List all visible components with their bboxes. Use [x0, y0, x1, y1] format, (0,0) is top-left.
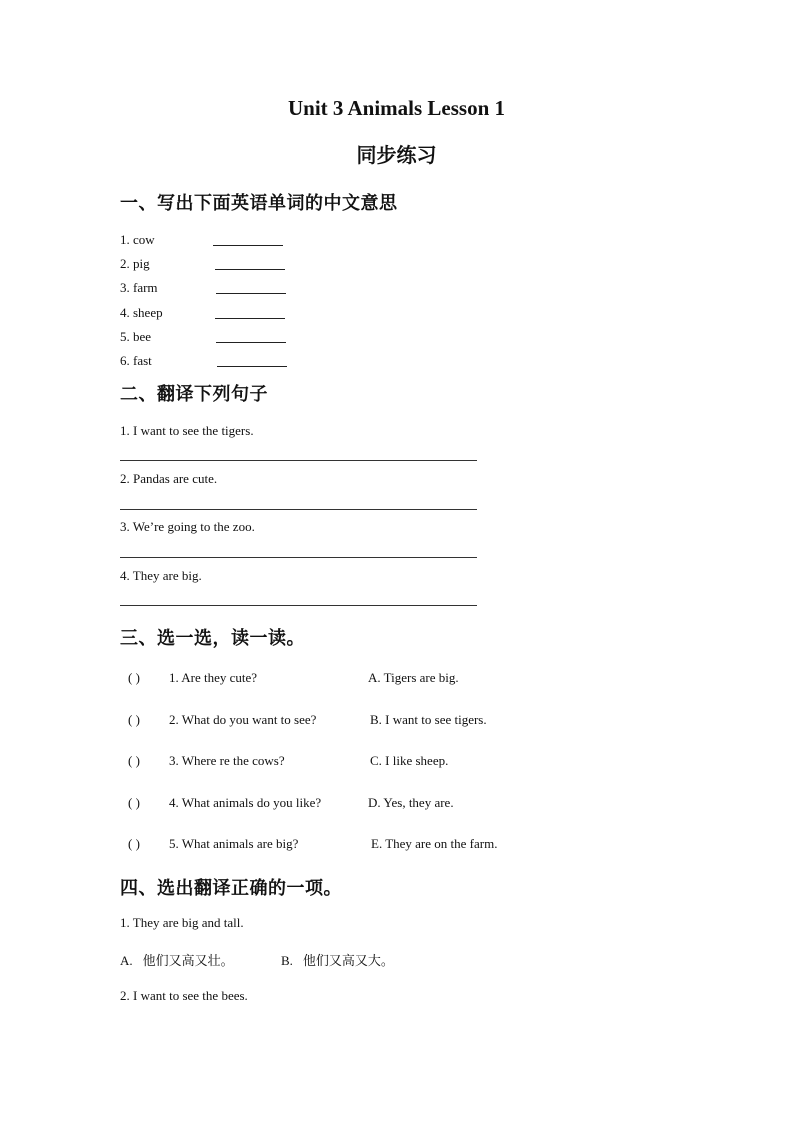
option-b-letter: B.: [281, 953, 293, 968]
match-answer: E. They are on the farm.: [371, 836, 498, 851]
choice-question: 2. I want to see the bees.: [120, 988, 248, 1003]
match-answer: B. I want to see tigers.: [370, 712, 487, 727]
vocab-item-label: 2. pig: [120, 256, 150, 271]
translate-sentence: 4. They are big.: [120, 568, 202, 583]
answer-paren[interactable]: ( ): [128, 753, 140, 768]
document-title: Unit 3 Animals Lesson 1: [287, 96, 506, 120]
vocab-item-label: 6. fast: [120, 353, 152, 368]
vocab-answer-blank[interactable]: [215, 318, 285, 319]
match-question: 2. What do you want to see?: [169, 712, 317, 727]
document-subtitle: 同步练习: [356, 143, 437, 167]
option-b-text: 他们又高又大。: [302, 954, 394, 969]
vocab-answer-blank[interactable]: [215, 269, 285, 270]
section4-heading: 四、选出翻译正确的一项。: [120, 878, 342, 899]
translation-answer-line[interactable]: [120, 460, 477, 461]
section1-heading: 一、写出下面英语单词的中文意思: [120, 193, 398, 214]
match-answer: D. Yes, they are.: [368, 795, 454, 810]
answer-paren[interactable]: ( ): [128, 712, 140, 727]
translation-answer-line[interactable]: [120, 509, 477, 510]
section2-heading: 二、翻译下列句子: [120, 384, 268, 405]
section3-heading: 三、选一选，读一读。: [120, 628, 305, 649]
option-a-letter: A.: [120, 953, 133, 968]
vocab-item-label: 1. cow: [120, 232, 155, 247]
vocab-answer-blank[interactable]: [217, 366, 287, 367]
translate-sentence: 3. We’re going to the zoo.: [120, 519, 255, 534]
vocab-item-label: 4. sheep: [120, 305, 163, 320]
option-a-text: 他们又高又壮。: [142, 954, 234, 969]
match-question: 3. Where re the cows?: [169, 753, 285, 768]
vocab-answer-blank[interactable]: [216, 293, 286, 294]
translate-sentence: 2. Pandas are cute.: [120, 471, 218, 486]
answer-paren[interactable]: ( ): [128, 836, 140, 851]
match-answer: C. I like sheep.: [370, 753, 449, 768]
vocab-answer-blank[interactable]: [213, 245, 283, 246]
match-question: 1. Are they cute?: [169, 670, 258, 685]
option-a[interactable]: [120, 950, 234, 970]
option-b[interactable]: [281, 950, 394, 970]
vocab-item-label: 5. bee: [120, 329, 152, 344]
answer-paren[interactable]: ( ): [128, 670, 140, 685]
vocab-answer-blank[interactable]: [216, 342, 286, 343]
match-question: 5. What animals are big?: [169, 836, 299, 851]
translation-answer-line[interactable]: [120, 557, 477, 558]
match-answer: A. Tigers are big.: [368, 670, 459, 685]
vocab-item-label: 3. farm: [120, 280, 158, 295]
translation-answer-line[interactable]: [120, 605, 477, 606]
choice-question: 1. They are big and tall.: [120, 915, 244, 930]
answer-paren[interactable]: ( ): [128, 795, 140, 810]
match-question: 4. What animals do you like?: [169, 795, 322, 810]
translate-sentence: 1. I want to see the tigers.: [120, 423, 254, 438]
